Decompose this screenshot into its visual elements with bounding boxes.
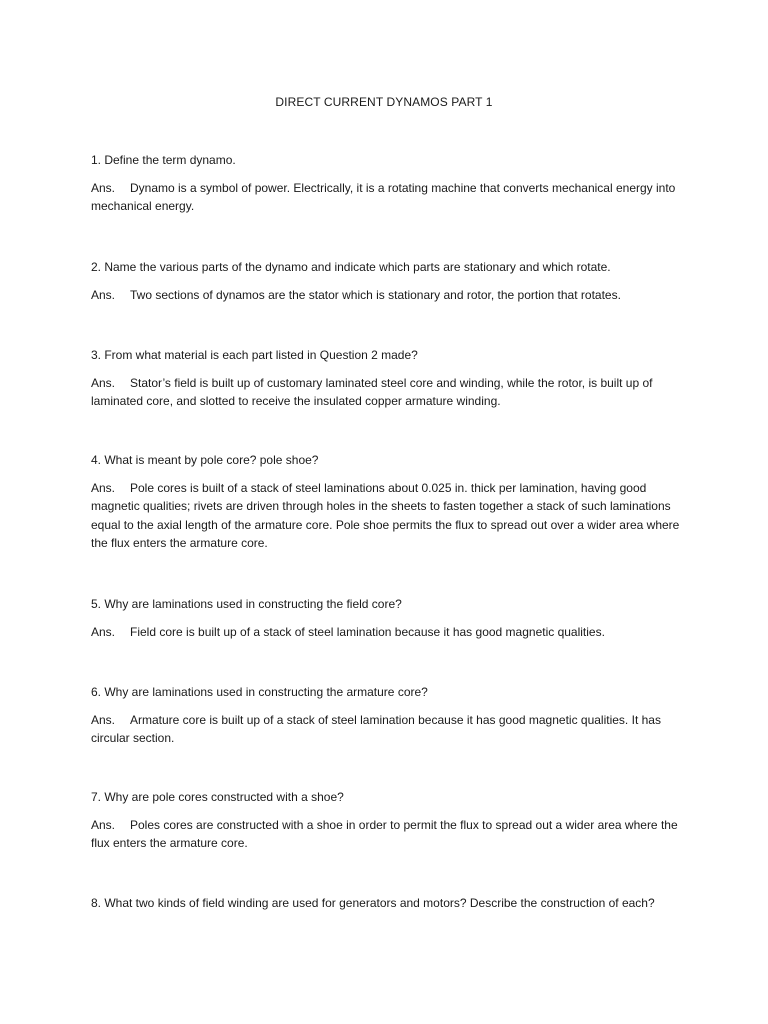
answer-5 xyxy=(91,623,691,642)
answer-label: Ans. xyxy=(91,180,116,195)
document-title: DIRECT CURRENT DYNAMOS PART 1 xyxy=(275,95,493,109)
answer-text-5: Field core is built up of a stack of steel lamination because it has good magnetic qualities. xyxy=(130,624,605,639)
question-3: 3. From what material is each part listed in Question 2 made? xyxy=(91,348,418,362)
question-8: 8. What two kinds of field winding are used for generators and motors? Describe the construction of each? xyxy=(91,896,655,910)
answer-text-2: Two sections of dynamos are the stator which is stationary and rotor, the portion that rotates. xyxy=(130,287,621,302)
answer-4 xyxy=(91,479,691,553)
answer-label: Ans. xyxy=(91,375,116,390)
qa-item-4 xyxy=(91,451,691,553)
answer-label: Ans. xyxy=(91,287,116,302)
qa-item-1 xyxy=(91,151,691,216)
answer-label: Ans. xyxy=(91,624,116,639)
answer-label: Ans. xyxy=(91,480,116,495)
question-6: 6. Why are laminations used in constructing the armature core? xyxy=(91,685,428,699)
question-4: 4. What is meant by pole core? pole shoe? xyxy=(91,453,319,467)
answer-text-6: Armature core is built up of a stack of steel lamination because it has good magnetic qualities. It has circular section. xyxy=(91,712,661,745)
answer-2 xyxy=(91,286,691,305)
qa-item-8 xyxy=(91,894,691,922)
answer-text-4: Pole cores is built of a stack of steel laminations about 0.025 in. thick per lamination, having good magnetic qualities; rivets are driven through holes in the sheets to fasten together a stack of such laminations equal to the axial length of the armature core. Pole shoe permits the flux to spread out over a wider area where the flux enters the armature core. xyxy=(91,480,680,550)
answer-1 xyxy=(91,179,691,216)
qa-item-7 xyxy=(91,788,691,853)
answer-6 xyxy=(91,711,691,748)
answer-3 xyxy=(91,374,691,411)
question-7: 7. Why are pole cores constructed with a shoe? xyxy=(91,790,344,804)
qa-item-6 xyxy=(91,683,691,748)
answer-label: Ans. xyxy=(91,712,116,727)
answer-text-7: Poles cores are constructed with a shoe in order to permit the flux to spread out a wider area where the flux enters the armature core. xyxy=(91,817,678,850)
qa-item-5 xyxy=(91,595,691,641)
answer-7 xyxy=(91,816,691,853)
answer-text-3: Stator’s field is built up of customary laminated steel core and winding, while the rotor, is built up of laminated core, and slotted to receive the insulated copper armature winding. xyxy=(91,375,653,408)
qa-item-2 xyxy=(91,258,691,304)
qa-item-3 xyxy=(91,346,691,411)
question-1: 1. Define the term dynamo. xyxy=(91,153,236,167)
answer-text-1: Dynamo is a symbol of power. Electrically, it is a rotating machine that converts mechanical energy into mechanical energy. xyxy=(91,180,676,213)
answer-label: Ans. xyxy=(91,817,116,832)
question-2: 2. Name the various parts of the dynamo and indicate which parts are stationary and which rotate. xyxy=(91,260,611,274)
question-5: 5. Why are laminations used in constructing the field core? xyxy=(91,597,402,611)
